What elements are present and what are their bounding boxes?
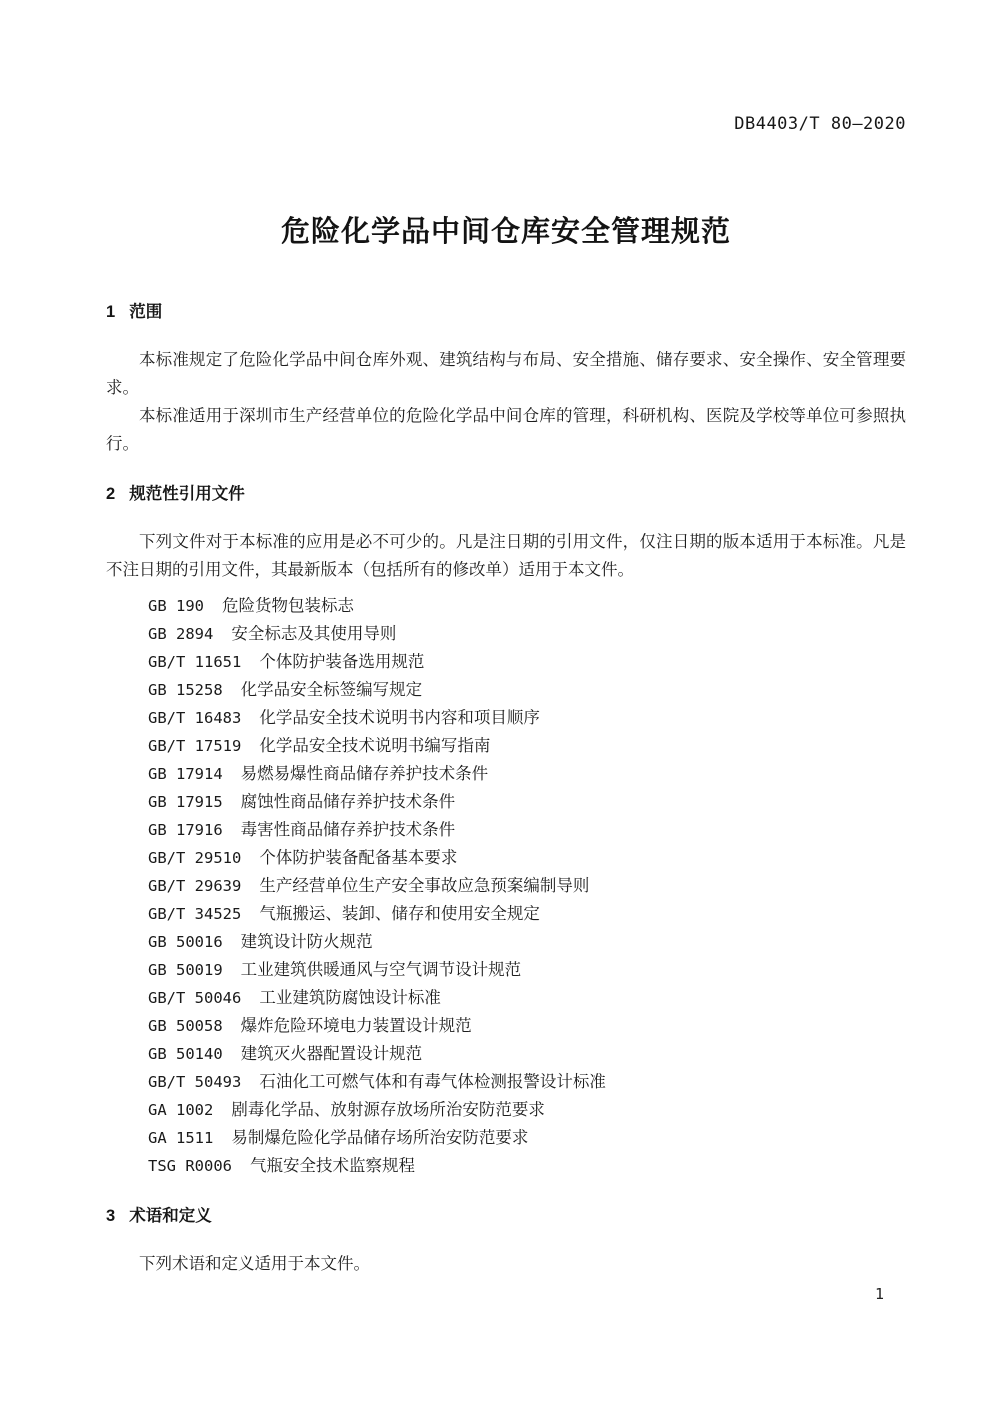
- reference-item: [148, 872, 906, 900]
- reference-item: [148, 704, 906, 732]
- reference-title: 剧毒化学品、放射源存放场所治安防范要求: [231, 1100, 545, 1119]
- section-title: 规范性引用文件: [129, 485, 245, 503]
- section-normative-references: [106, 484, 906, 1180]
- reference-title: 爆炸危险环境电力装置设计规范: [240, 1016, 472, 1035]
- reference-title: 个体防护装备选用规范: [259, 652, 425, 671]
- reference-item: [148, 1096, 906, 1124]
- reference-code: GB/T 11651: [148, 653, 242, 671]
- reference-code: GB 50140: [148, 1045, 223, 1063]
- page-number: 1: [874, 1285, 884, 1303]
- standard-number: DB4403/T 80—2020: [734, 114, 906, 134]
- reference-item: [148, 676, 906, 704]
- reference-code: GA 1002: [148, 1101, 214, 1119]
- reference-item: [148, 816, 906, 844]
- reference-title: 危险货物包装标志: [222, 596, 354, 615]
- paragraph: 本标准适用于深圳市生产经营单位的危险化学品中间仓库的管理，科研机构、医院及学校等单位可参照执行。: [106, 406, 906, 453]
- section-heading: [106, 484, 906, 504]
- reference-title: 化学品安全技术说明书内容和项目顺序: [259, 708, 540, 727]
- document-title: 危险化学品中间仓库安全管理规范: [280, 216, 731, 248]
- reference-code: GB/T 16483: [148, 709, 242, 727]
- reference-code: GB 190: [148, 597, 204, 615]
- section-body: [106, 528, 906, 1180]
- reference-item: [148, 956, 906, 984]
- section-heading: [106, 1206, 906, 1226]
- reference-code: GB/T 50046: [148, 989, 242, 1007]
- reference-code: GB/T 17519: [148, 737, 242, 755]
- reference-title: 建筑设计防火规范: [240, 932, 373, 951]
- reference-title: 腐蚀性商品储存养护技术条件: [240, 792, 456, 811]
- reference-item: [148, 620, 906, 648]
- section-number: 2: [106, 485, 116, 503]
- reference-item: [148, 760, 906, 788]
- paragraph: 本标准规定了危险化学品中间仓库外观、建筑结构与布局、安全措施、储存要求、安全操作、安全管理要求。: [106, 350, 906, 397]
- reference-code: GB 17914: [148, 765, 223, 783]
- reference-item: [148, 984, 906, 1012]
- reference-item: [148, 1068, 906, 1096]
- reference-item: [148, 1012, 906, 1040]
- reference-title: 化学品安全标签编写规定: [240, 680, 423, 699]
- reference-code: GB/T 50493: [148, 1073, 242, 1091]
- reference-title: 安全标志及其使用导则: [231, 624, 397, 643]
- section-heading: [106, 302, 906, 322]
- paragraph: 下列文件对于本标准的应用是必不可少的。凡是注日期的引用文件，仅注日期的版本适用于本标准。凡是不注日期的引用文件，其最新版本（包括所有的修改单）适用于本文件。: [106, 532, 906, 579]
- reference-code: TSG R0006: [148, 1157, 232, 1175]
- reference-item: [148, 1152, 906, 1180]
- reference-code: GB 50016: [148, 933, 223, 951]
- reference-title: 化学品安全技术说明书编写指南: [259, 736, 491, 755]
- reference-code: GB 2894: [148, 625, 214, 643]
- reference-code: GB/T 34525: [148, 905, 242, 923]
- reference-title: 建筑灭火器配置设计规范: [240, 1044, 423, 1063]
- section-scope: [106, 302, 906, 458]
- reference-title: 易燃易爆性商品储存养护技术条件: [240, 764, 489, 783]
- reference-title: 气瓶搬运、装卸、储存和使用安全规定: [259, 904, 540, 923]
- reference-title: 工业建筑防腐蚀设计标准: [259, 988, 441, 1007]
- reference-code: GB 15258: [148, 681, 223, 699]
- reference-code: GB/T 29639: [148, 877, 242, 895]
- reference-item: [148, 592, 906, 620]
- reference-item: [148, 648, 906, 676]
- reference-code: GA 1511: [148, 1129, 214, 1147]
- reference-item: [148, 732, 906, 760]
- reference-item: [148, 900, 906, 928]
- reference-item: [148, 928, 906, 956]
- reference-code: GB 17916: [148, 821, 223, 839]
- section-number: 3: [106, 1207, 116, 1225]
- section-body: [106, 1250, 906, 1278]
- reference-code: GB/T 29510: [148, 849, 242, 867]
- section-title: 术语和定义: [129, 1207, 212, 1225]
- reference-item: [148, 1040, 906, 1068]
- reference-item: [148, 844, 906, 872]
- reference-title: 毒害性商品储存养护技术条件: [240, 820, 456, 839]
- reference-title: 易制爆危险化学品储存场所治安防范要求: [231, 1128, 529, 1147]
- reference-code: GB 50058: [148, 1017, 223, 1035]
- reference-item: [148, 788, 906, 816]
- reference-title: 气瓶安全技术监察规程: [250, 1156, 415, 1175]
- reference-code: GB 17915: [148, 793, 223, 811]
- reference-title: 工业建筑供暖通风与空气调节设计规范: [240, 960, 522, 979]
- reference-item: [148, 1124, 906, 1152]
- section-body: [106, 346, 906, 458]
- references-list: [106, 592, 906, 1180]
- reference-title: 生产经营单位生产安全事故应急预案编制导则: [259, 876, 590, 895]
- section-title: 范围: [129, 303, 163, 321]
- reference-title: 个体防护装备配备基本要求: [259, 848, 458, 867]
- section-number: 1: [106, 303, 116, 321]
- reference-title: 石油化工可燃气体和有毒气体检测报警设计标准: [259, 1072, 606, 1091]
- paragraph: 下列术语和定义适用于本文件。: [139, 1254, 370, 1273]
- reference-code: GB 50019: [148, 961, 223, 979]
- section-terms-definitions: [106, 1206, 906, 1278]
